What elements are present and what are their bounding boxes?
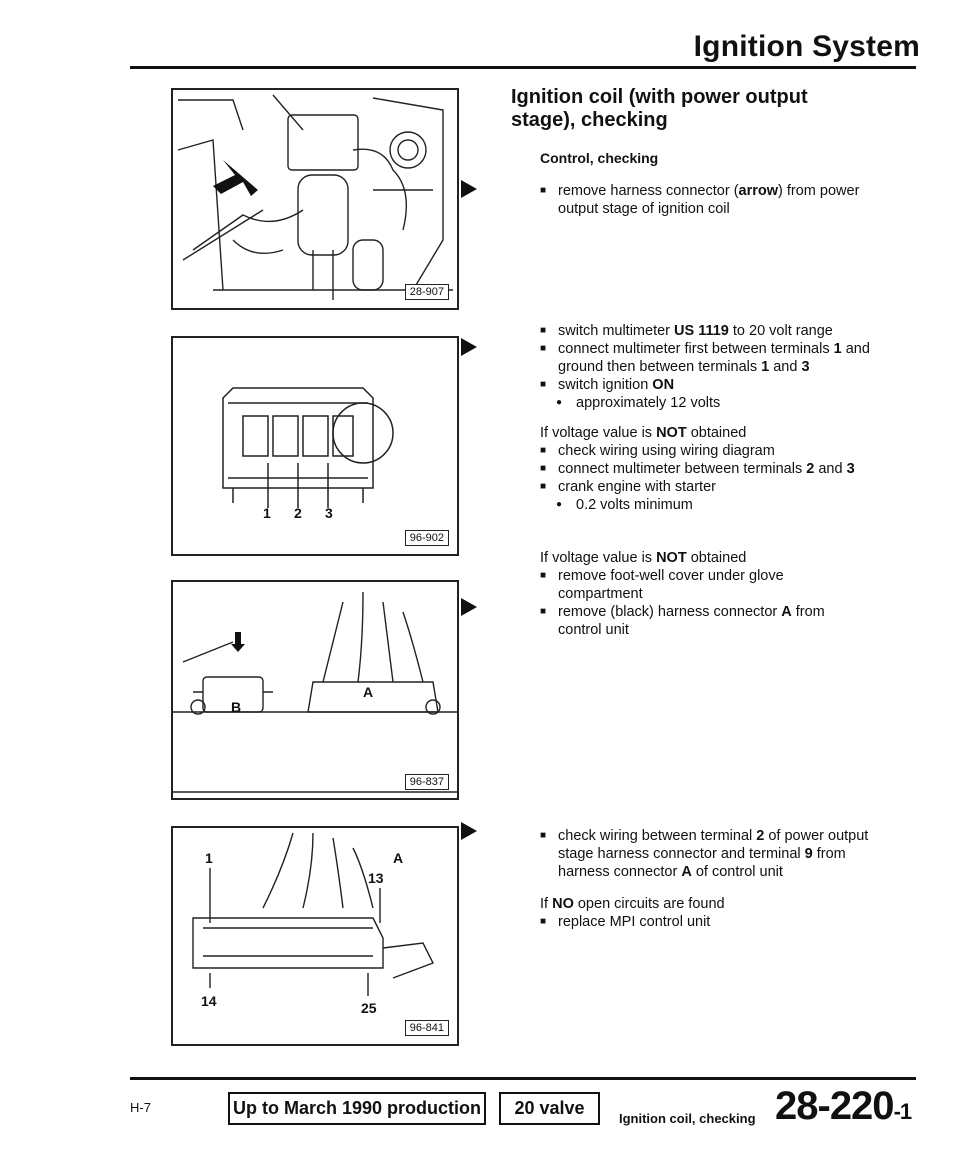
step-item: ■ replace MPI control unit xyxy=(540,913,870,931)
condition-text: If voltage value is NOT obtained xyxy=(540,425,747,441)
page-code: H-7 xyxy=(130,1100,151,1115)
pointer-arrow-icon xyxy=(461,598,477,616)
callout-3: 3 xyxy=(325,505,333,521)
condition-text: If NO open circuits are found xyxy=(540,896,725,912)
step-item: ■ crank engine with starter xyxy=(540,478,880,496)
page-number: 28-220-1 xyxy=(775,1084,912,1128)
instruction-block-3 xyxy=(540,549,870,639)
callout-2: 2 xyxy=(294,505,302,521)
step-item: ■ switch ignition ON xyxy=(540,376,880,394)
instruction-block-2 xyxy=(540,322,880,514)
callout-b: B xyxy=(231,699,242,715)
condition-text: If voltage value is NOT obtained xyxy=(540,550,747,566)
section-title: Ignition coil (with power output stage), checking xyxy=(511,86,808,131)
valve-variant-box: 20 valve xyxy=(499,1092,600,1125)
step-item: ■ switch multimeter US 1119 to 20 volt range xyxy=(540,322,880,340)
figure-label: 96-837 xyxy=(405,774,449,790)
figure-3-illustration xyxy=(173,582,457,798)
callout-1: 1 xyxy=(263,505,271,521)
footer-rule xyxy=(130,1077,916,1080)
step-item: ■ check wiring using wiring diagram xyxy=(540,442,880,460)
result-item: ● 0.2 volts minimum xyxy=(540,496,880,514)
step-item: ■ remove (black) harness connector A from control unit xyxy=(540,603,870,639)
step-item: ■ connect multimeter between terminals 2 and 3 xyxy=(540,460,880,478)
step-item: ■ remove harness connector (arrow) from power output stage of ignition coil xyxy=(540,182,860,218)
figure-1-illustration xyxy=(173,90,457,308)
callout-1: 1 xyxy=(205,850,213,866)
header-rule xyxy=(130,66,916,69)
callout-25: 25 xyxy=(361,1000,377,1016)
figure-label: 96-902 xyxy=(405,530,449,546)
step-item: ■ remove foot-well cover under glove compartment xyxy=(540,567,870,603)
figure-control-unit-connectors xyxy=(171,580,459,800)
figure-connector-terminals xyxy=(171,336,459,556)
step-item: ■ connect multimeter first between terminals 1 and ground then between terminals 1 and 3 xyxy=(540,340,880,376)
callout-14: 14 xyxy=(201,993,217,1009)
page-reference: Ignition coil, checking xyxy=(619,1111,756,1126)
figure-label: 96-841 xyxy=(405,1020,449,1036)
result-item: ● approximately 12 volts xyxy=(540,394,880,412)
figure-ignition-coil-photo xyxy=(171,88,459,310)
callout-13: 13 xyxy=(368,870,384,886)
arrow-indicator-icon xyxy=(213,160,258,196)
subheading: Control, checking xyxy=(540,150,659,166)
instruction-block-4 xyxy=(540,827,870,931)
figure-label: 28-907 xyxy=(405,284,449,300)
up-arrow-icon xyxy=(231,632,245,652)
callout-a: A xyxy=(393,850,404,866)
instruction-block-1 xyxy=(540,182,860,218)
production-range-box: Up to March 1990 production xyxy=(228,1092,486,1125)
figure-2-illustration xyxy=(173,338,457,554)
figure-4-illustration xyxy=(173,828,457,1044)
page-header-title: Ignition System xyxy=(693,30,920,63)
figure-harness-connector-a xyxy=(171,826,459,1046)
pointer-arrow-icon xyxy=(461,338,477,356)
step-item: ■ check wiring between terminal 2 of power output stage harness connector and terminal 9 from harness connector A of control unit xyxy=(540,827,870,881)
callout-a: A xyxy=(363,684,374,700)
pointer-arrow-icon xyxy=(461,822,477,840)
pointer-arrow-icon xyxy=(461,180,477,198)
